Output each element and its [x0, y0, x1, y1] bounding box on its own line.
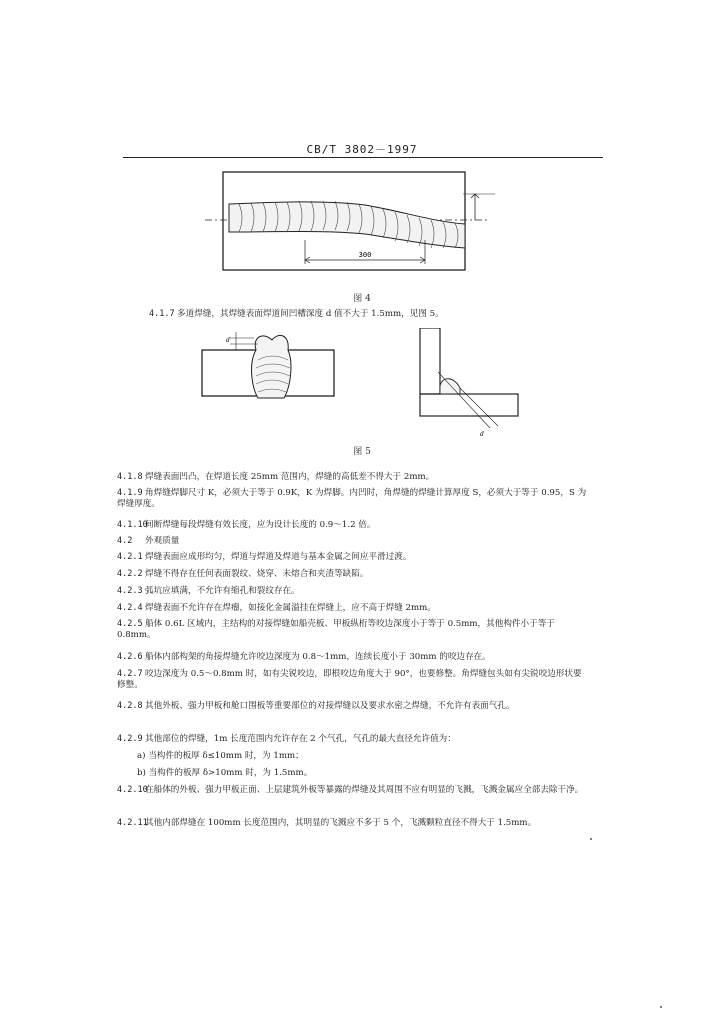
paragraph-4-1-8	[117, 472, 434, 483]
paragraph-number: 4.2.10	[117, 785, 148, 795]
paragraph-text: 多道焊缝，其焊缝表面焊道间凹槽深度 d 值不大于 1.5mm，见图 5。	[177, 309, 444, 319]
paragraph-text: 外观质量	[145, 536, 180, 546]
paragraph-number: 4.1.8	[117, 472, 143, 482]
paragraph-number: 4.2.3	[117, 586, 143, 596]
paragraph-text: 其他外板、强力甲板和舱口围板等重要部位的对接焊缝以及要求水密之焊缝，不允许有表面气孔。	[145, 701, 515, 711]
paragraph-text: 焊缝表面凹凸，在焊道长度 25mm 范围内，焊缝的高低差不得大于 2mm。	[145, 472, 435, 482]
paragraph-text: 其他部位的焊缝，1m 长度范围内允许存在 2 个气孔，气孔的最大直径允许值为：	[145, 734, 456, 744]
paragraph-number: 4.2.11	[117, 818, 148, 828]
header-rule	[123, 157, 603, 158]
figure-4-diagram	[205, 168, 505, 278]
figure-4-dimension: 300	[358, 251, 372, 259]
paragraph-number: 4.1.7	[149, 309, 175, 319]
paragraph-text: 船体内部构架的角接焊缝允许咬边深度为 0.8～1mm，连续长度小于 30mm 的咬边存在。	[145, 652, 491, 662]
paragraph-text: 船体 0.6L 区域内，主结构的对接焊缝如船壳板、甲板纵桁等咬边深度小于等于 0.5mm，其他构件小于等于 0.8mm。	[117, 619, 555, 640]
figure-5-caption: 图 5	[353, 447, 371, 457]
list-item-a	[117, 751, 304, 762]
paragraph-4-2-2	[117, 569, 368, 580]
figure-5-diagram	[198, 328, 538, 440]
paragraph-4-2-1	[117, 552, 411, 563]
paragraph-4-2-9	[117, 734, 456, 745]
paragraph-text: 焊缝表面不允许存在焊瘤，如接化金属溢挂在焊缝上，应不高于焊缝 2mm。	[145, 603, 436, 613]
paragraph-4-2-5	[117, 619, 587, 640]
figure-5-label-d-right: d	[480, 431, 484, 438]
paragraph-4-2-4	[117, 603, 436, 614]
figure-5-label-d: d	[226, 337, 230, 344]
standard-code-header: CB/T 3802－1997	[306, 143, 418, 156]
figure-4-caption: 图 4	[353, 294, 371, 304]
paragraph-number: 4.2.7	[117, 669, 143, 679]
paragraph-text: 咬边深度为 0.5～0.8mm 时，如有尖锐咬边，即根咬边角度大于 90°，也要修整。角焊缝包头如有尖锐咬边形状要修整。	[117, 669, 582, 690]
paragraph-text: 在船体的外板、强力甲板正面、上层建筑外板等暴露的焊缝及其周围不应有明显的飞溅，飞溅金属应全部去除干净。	[145, 785, 584, 795]
paragraph-text: 角焊缝焊脚尺寸 K，必须大于等于 0.9K，K 为焊脚。内凹时，角焊缝的焊缝计算厚度 S，必须大于等于 0.95，S 为焊缝厚度。	[117, 488, 587, 509]
paragraph-number: 4.2.4	[117, 603, 143, 613]
list-item-b	[117, 768, 312, 779]
scan-speck	[590, 838, 592, 840]
paragraph-number: 4.2.8	[117, 701, 143, 711]
paragraph-4-1-7	[149, 309, 444, 320]
paragraph-4-2-11	[117, 818, 587, 829]
paragraph-4-1-10	[117, 520, 375, 531]
paragraph-number: 4.2.9	[117, 734, 143, 744]
paragraph-number: 4.2.6	[117, 652, 143, 662]
paragraph-text: 焊缝不得存在任何表面裂纹、烧穿、未熔合和夹渣等缺陷。	[145, 569, 369, 579]
paragraph-text: 弧坑应填满，不允许有缩孔和裂纹存在。	[145, 586, 300, 596]
paragraph-4-2-7	[117, 669, 587, 690]
paragraph-number: 4.2.5	[117, 619, 143, 629]
paragraph-text: 间断焊缝每段焊缝有效长度，应为设计长度的 0.9～1.2 倍。	[145, 520, 376, 530]
paragraph-text: 焊缝表面应成形均匀，焊道与焊道及焊道与基本金属之间应平滑过渡。	[145, 552, 412, 562]
paragraph-number: 4.1.10	[117, 520, 148, 530]
paragraph-4-2-10	[117, 785, 587, 796]
paragraph-text: b) 当构件的板厚 δ>10mm 时，为 1.5mm。	[137, 768, 313, 778]
paragraph-number: 4.2	[117, 536, 133, 546]
section-4-2-heading	[117, 536, 179, 547]
paragraph-4-1-9	[117, 488, 587, 509]
scan-speck	[660, 1006, 662, 1008]
paragraph-4-2-3	[117, 586, 300, 597]
paragraph-4-2-8	[117, 701, 587, 712]
paragraph-text: 其他内部焊缝在 100mm 长度范围内，其明显的飞溅应不多于 5 个，飞溅颗粒直径不得大于 1.5mm。	[145, 818, 537, 828]
paragraph-number: 4.2.1	[117, 552, 143, 562]
paragraph-4-2-6	[117, 652, 491, 663]
paragraph-text: a) 当构件的板厚 δ≤10mm 时，为 1mm；	[137, 751, 304, 761]
paragraph-number: 4.1.9	[117, 488, 143, 498]
paragraph-number: 4.2.2	[117, 569, 143, 579]
